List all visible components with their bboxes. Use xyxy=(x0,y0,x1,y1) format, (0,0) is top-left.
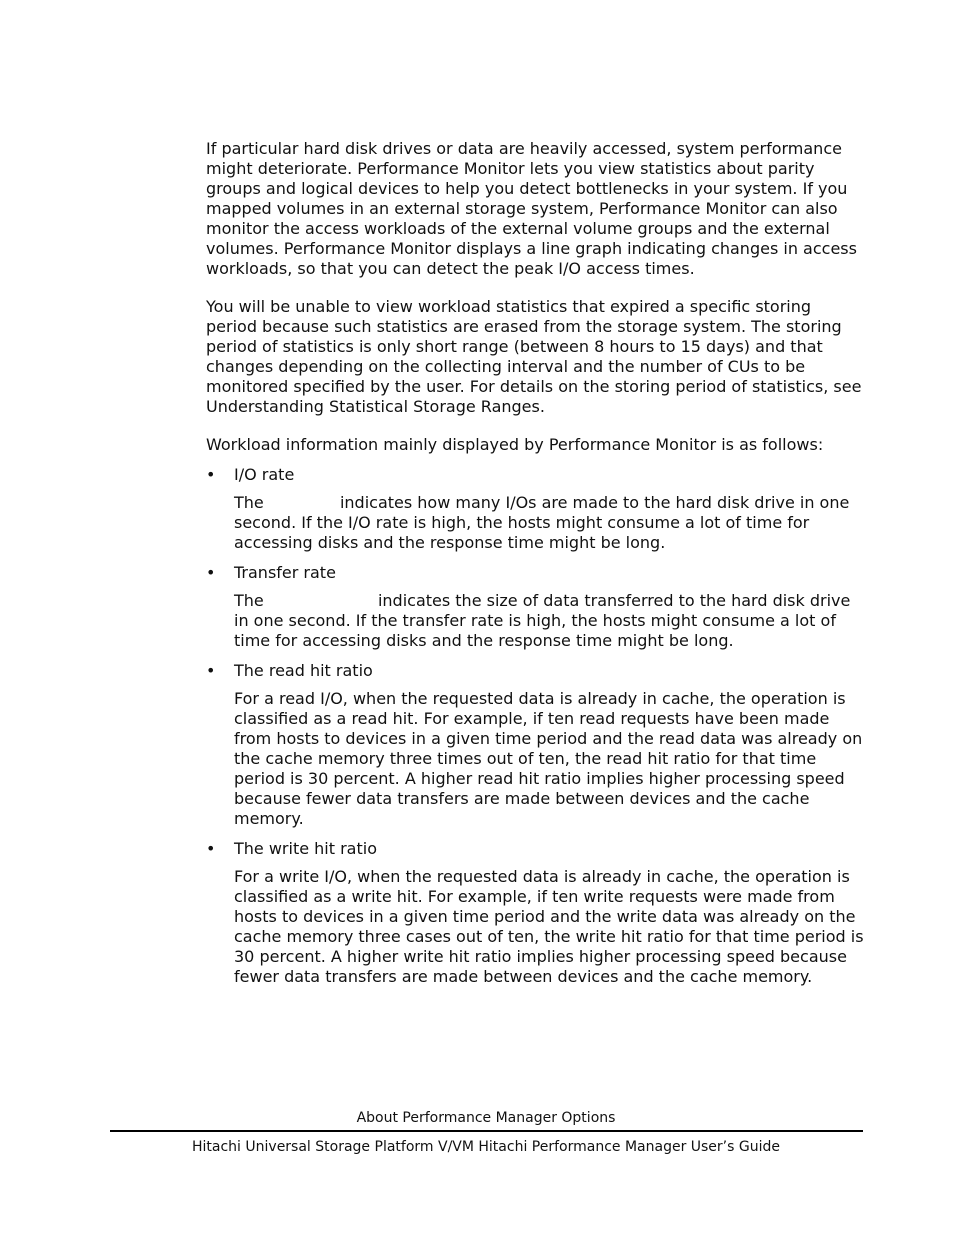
footer-section-title: About Performance Manager Options xyxy=(356,1110,616,1126)
bullet-desc-write-hit-ratio: For a write I/O, when the requested data is already in cache, the operation is classified as a write hit. For example, if ten write requests were made from hosts to devices in a given time period and the write data was already on the cache memory three cases out of ten, the write hit ratio for that time period is 30 percent. A higher write hit ratio implies higher processing speed because fewer data transfers are made between devices and the cache memory. xyxy=(234,867,864,986)
bullet-marker: • xyxy=(206,465,216,484)
page-body xyxy=(206,139,866,997)
bullet-marker: • xyxy=(206,661,216,680)
bullet-title-transfer-rate: Transfer rate xyxy=(234,563,336,582)
bullet-desc-read-hit-ratio: For a read I/O, when the requested data is already in cache, the operation is classified as a read hit. For example, if ten read requests have been made from hosts to devices in a given time period and the read data was already on the cache memory three times out of ten, the read hit ratio for that time period is 30 percent. A higher read hit ratio implies higher processing speed because fewer data transfers are made between devices and the cache memory. xyxy=(234,689,863,828)
bullet-title-read-hit-ratio: The read hit ratio xyxy=(234,661,373,680)
bullet-marker: • xyxy=(206,839,216,858)
bullet-title-io-rate: I/O rate xyxy=(234,465,295,484)
bullet-desc-io-rate xyxy=(234,493,866,553)
desc-prefix: The xyxy=(234,493,264,512)
bullet-title-write-hit-ratio: The write hit ratio xyxy=(234,839,377,858)
list-item xyxy=(206,465,866,553)
list-item xyxy=(206,661,866,829)
bullet-marker: • xyxy=(206,563,216,582)
term-gap xyxy=(269,591,373,611)
workload-intro-paragraph: Workload information mainly displayed by Performance Monitor is as follows: xyxy=(206,435,824,454)
workload-list xyxy=(206,465,866,987)
desc-rest: indicates the size of data transferred to the hard disk drive in one second. If the transfer rate is high, the hosts might consume a lot of time for accessing disks and the response time might be long. xyxy=(234,591,851,650)
bullet-desc-transfer-rate xyxy=(234,591,866,651)
desc-rest: indicates how many I/Os are made to the hard disk drive in one second. If the I/O rate is high, the hosts might consume a lot of time for accessing disks and the response time might be long. xyxy=(234,493,850,552)
list-item xyxy=(206,563,866,651)
footer-divider xyxy=(110,1130,863,1132)
footer-guide-title: Hitachi Universal Storage Platform V/VM Hitachi Performance Manager User’s Guide xyxy=(192,1139,780,1155)
term-gap xyxy=(269,493,335,513)
list-item xyxy=(206,839,866,987)
intro-paragraph: If particular hard disk drives or data are heavily accessed, system performance might deteriorate. Performance Monitor lets you view statistics about parity groups and logical devices to help you detect bottlenecks in your system. If you mapped volumes in an external storage system, Performance Monitor can also monitor the access workloads of the external volume groups and the external volumes. Performance Monitor displays a line graph indicating changes in access workloads, so that you can detect the peak I/O access times. xyxy=(206,139,857,278)
desc-prefix: The xyxy=(234,591,264,610)
storing-period-paragraph: You will be unable to view workload statistics that expired a specific storing period because such statistics are erased from the storage system. The storing period of statistics is only short range (between 8 hours to 15 days) and that changes depending on the collecting interval and the number of CUs to be monitored specified by the user. For details on the storing period of statistics, see Understanding Statistical Storage Ranges. xyxy=(206,297,862,416)
